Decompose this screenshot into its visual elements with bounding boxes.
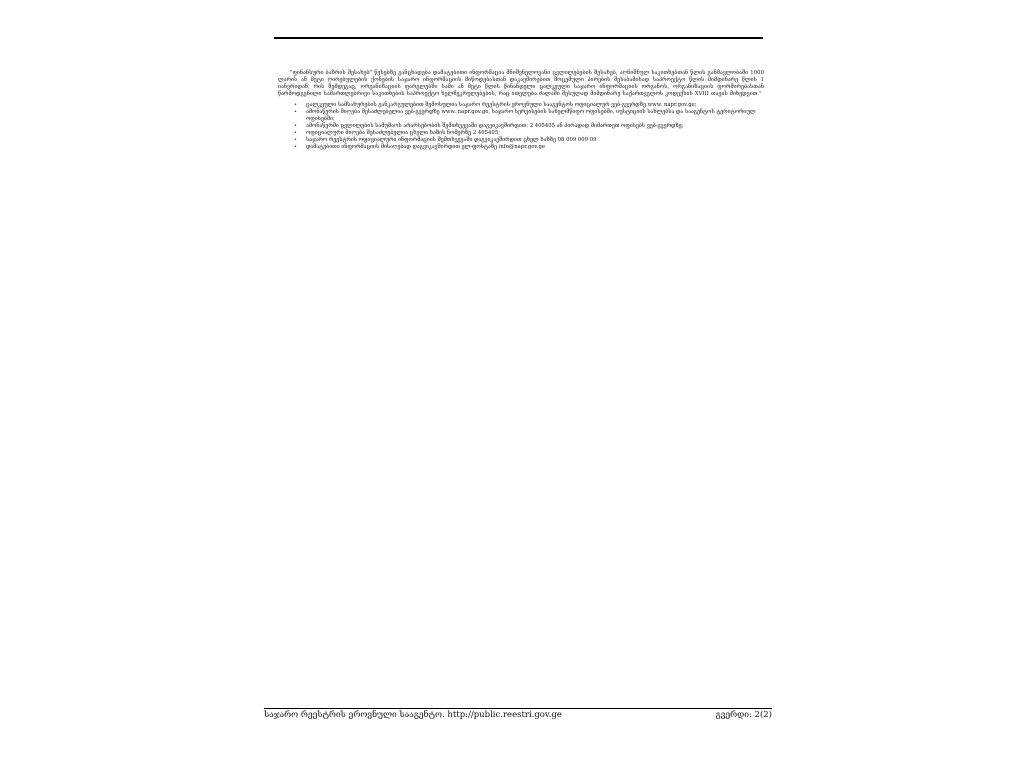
footer-rule (264, 708, 772, 709)
bullet-item (278, 102, 764, 109)
bullet-text: საჯარო რეესტრის ოფიციალური ინფორმაციის შემთხვევაში დაგვიკავშირდით ცხელ ხაზზე 08 009 009 09 (306, 136, 597, 143)
document-body (278, 70, 764, 151)
bullet-item (278, 123, 764, 130)
bullet-text: ამონაწერში ცვლილების სამუშაოს არარსებობის შემთხვევაში დაგვიკავშირდით: 2 405405 ან პირადად მიმართეთ ოფისებს ვებ-გვერდზე; (306, 122, 684, 129)
bullet-icon: • (294, 109, 297, 116)
bullet-item (278, 144, 764, 151)
footer-source: საჯარო რეესტრის ეროვნული სააგენტო. http://public.reestri.gov.ge (264, 710, 562, 720)
bullet-item (278, 109, 764, 122)
header-rule (274, 37, 763, 39)
bullet-item (278, 137, 764, 144)
body-paragraph: "ფინანსური ბაზრის შესახებ" წესებზე განცხადება დამატებითი ინფორმაცია მნიშვნელოვანი ცვლილებების შესახებ, აღნიშნულ საკითხებთან წლის განმავლობაში 1000 ლარის ან მეტი ღირებულების ქონების საჯარო ინფორმაციის მიწოდებასთან დაკავშირებით მოცემული პირების შესაბამისად საპროექტო წლის მიმდინარე წლის 1 იანვრიდან, რის შემდეგაც, ორგანიზაციის ფარგლებში სამი ან მეტი წლის წინანდელი ცალკეული საჯარო ინფორმაციის ორგანოს, ორგანიზაციის ფორმირებასთან წარმოდგენილი სამართლებრივი საკითხების საპროექტო ხელშეკრულებების, რაც ითვლება ძალაში შესულად მიმდინარე საქართველოს კოდექსის XVIII თავის მიხედვით." (278, 70, 764, 97)
bullet-text: ცალკეული სამსახურების განკარგულებით შემოსულია საჯარო რეესტრის ეროვნული სააგენტოს ოფიციალურ ვებ-გვერდზე www. napr.gov.ge; (306, 102, 697, 108)
bullet-text: ოფიციალური მიღება შესაძლებელია ცხელი ხაზის ნომერზე 2 405405; (306, 129, 500, 136)
bullet-list (278, 102, 764, 150)
bullet-icon: • (294, 143, 297, 150)
bullet-text: დამატებითი ინფორმაციის მისაღებად დაგვიკავშირდით ელ-ფოსტაზე info@napr.gov.ge (306, 143, 545, 150)
bullet-icon: • (294, 136, 297, 143)
bullet-icon: • (294, 129, 297, 136)
bullet-icon: • (294, 122, 297, 129)
bullet-item (278, 130, 764, 137)
bullet-text: ამონაწერის მიღება შესაძლებელია ვებ-გვერდზე www. napr.gov.ge, საჯარო სერვისების სახელმწიფო ოფისებში, იუსტიციის სახლებსა და სააგენტოს ტერიტორიულ ოფისებში; (306, 109, 756, 122)
page-number: გვერდი: 2(2) (715, 710, 772, 720)
bullet-icon: • (294, 102, 297, 108)
